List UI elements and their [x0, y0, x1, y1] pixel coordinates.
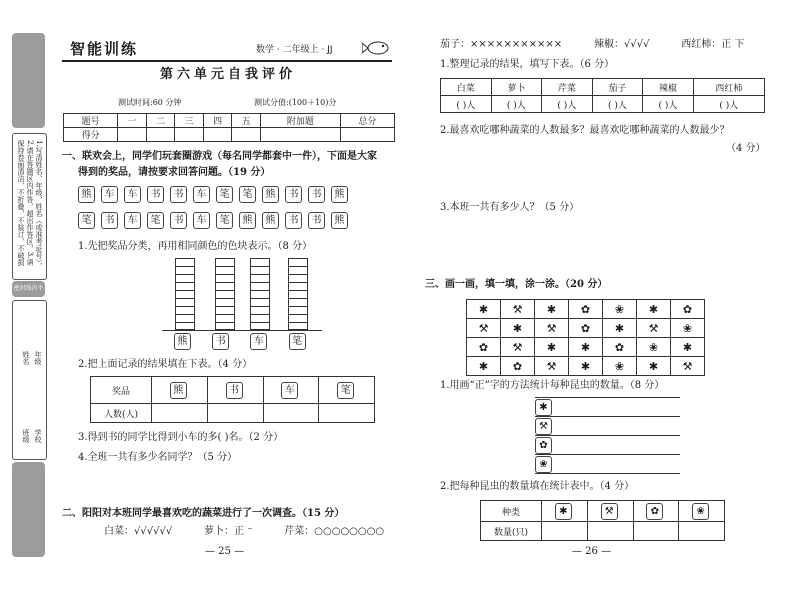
prize-icon: 车	[193, 186, 210, 203]
subject-label: 数学 · 二年级上 · JJ	[256, 45, 333, 55]
score-cell[interactable]	[232, 128, 261, 142]
q3-title: 三、画一画，填一填，涂一涂。（20 分）	[425, 279, 608, 290]
q1-2: 2.把上面记录的结果填在下表。（4 分）	[78, 359, 253, 370]
insect-icon: ✱	[637, 300, 671, 319]
veg-count-cell[interactable]: ( )人	[542, 96, 593, 113]
insect-icon: ⚒	[467, 319, 501, 338]
insect-icon: ✿	[569, 319, 603, 338]
insect-icon: ✱	[671, 338, 705, 357]
stat-table-count-label: 数量(只)	[481, 522, 542, 541]
car-icon: 车	[281, 382, 298, 399]
score-table-header	[64, 114, 395, 128]
prize-icon: 书	[285, 186, 302, 203]
pencil-icon: 笔	[289, 333, 306, 350]
stat-table-kind-label: 种类	[481, 501, 542, 522]
insect-icon: ✿	[569, 300, 603, 319]
veg-count-cell[interactable]: ( )人	[441, 96, 492, 113]
prize-bar-pencil	[288, 258, 308, 330]
fish-icon	[362, 40, 390, 56]
prize-row-2	[78, 212, 354, 229]
insect-icon: ⚒	[671, 357, 705, 376]
prize-count-cell[interactable]	[319, 404, 375, 423]
veg-header-cell: 白菜	[441, 79, 492, 96]
insect-icon: ⚒	[501, 300, 535, 319]
grasshopper-icon: ⚒	[535, 418, 552, 435]
score-header-cell: 三	[175, 114, 204, 128]
insect-icon: ✱	[569, 338, 603, 357]
page-number-right: — 26 —	[572, 546, 612, 557]
prize-icon: 车	[101, 186, 118, 203]
q2-2: 2.最喜欢吃哪种蔬菜的人数最多？最喜欢吃哪种蔬菜的人数最少？	[440, 125, 730, 136]
prize-icon: 书	[147, 186, 164, 203]
score-table	[63, 113, 395, 142]
q1-title-line2: 得到的奖品，请按要求回答问题。（19 分）	[78, 167, 271, 178]
insect-grid	[466, 299, 705, 376]
sidebar-bottom-block	[12, 462, 45, 557]
ant-icon: ✱	[555, 503, 572, 520]
test-time: 测试时间:60 分钟	[118, 98, 182, 107]
bear-icon: 熊	[174, 333, 191, 350]
stat-count-cell[interactable]	[587, 522, 633, 541]
prize-count-cell[interactable]	[263, 404, 319, 423]
veg-header-cell: 辣椒	[643, 79, 694, 96]
prize-icon: 笔	[239, 186, 256, 203]
sidebar-top-block	[12, 33, 45, 128]
prize-icon: 熊	[78, 186, 95, 203]
ant-icon: ✱	[535, 399, 552, 416]
score-cell[interactable]	[175, 128, 204, 142]
score-header-cell: 二	[146, 114, 175, 128]
bar-baseline	[162, 330, 322, 331]
prize-icon: 笔	[78, 212, 95, 229]
insect-icon: ✿	[671, 300, 705, 319]
veg-record-line: 白菜：√√√√√√ 萝卜：正 ⁻ 芹菜：○○○○○○○○	[104, 526, 385, 537]
insect-icon: ✱	[535, 300, 569, 319]
insect-icon: ✱	[637, 357, 671, 376]
brand-title: 智能训练	[70, 40, 139, 58]
veg-count-cell[interactable]: ( )人	[592, 96, 643, 113]
veg-header-cell: 萝卜	[491, 79, 542, 96]
name-label: 姓名	[22, 351, 30, 365]
sidebar-line-label: 密封线内不	[13, 285, 44, 292]
prize-bar-bear	[175, 258, 195, 330]
score-header-cell: 一	[118, 114, 147, 128]
score-header-cell: 题号	[64, 114, 118, 128]
insect-grid-row	[467, 300, 705, 319]
insect-stat-table	[480, 500, 725, 541]
insect-icon: ⚒	[637, 319, 671, 338]
q1-title: 一、联欢会上，同学们玩套圈游戏（每名同学都套中一件），下面是大家	[62, 151, 377, 162]
bear-icon: 熊	[170, 382, 187, 399]
left-header	[62, 38, 392, 62]
prize-icon: 书	[308, 186, 325, 203]
prize-icon: 书	[101, 212, 118, 229]
stat-count-cell[interactable]	[633, 522, 679, 541]
prize-icon: 熊	[262, 186, 279, 203]
q2-3: 3.本班一共有多少人？（5 分）	[440, 202, 580, 213]
q2-title: 二、阳阳对本班同学最喜欢吃的蔬菜进行了一次调查。（15 分）	[62, 508, 345, 519]
prize-icon: 书	[170, 212, 187, 229]
grasshopper-icon: ⚒	[601, 503, 618, 520]
score-cell[interactable]	[260, 128, 340, 142]
veg-count-cell[interactable]: ( )人	[693, 96, 764, 113]
prize-count-cell[interactable]	[152, 404, 208, 423]
prize-icon: 书	[285, 212, 302, 229]
veg-header-cell: 芹菜	[542, 79, 593, 96]
score-header-cell: 附加题	[260, 114, 340, 128]
insect-icon: ✱	[535, 338, 569, 357]
prize-icon: 车	[124, 212, 141, 229]
grade-label: 年级	[34, 351, 42, 365]
prize-table-header: 奖品	[91, 377, 152, 404]
q2-2-score: （4 分）	[726, 143, 766, 154]
insect-icon: ❀	[637, 338, 671, 357]
prize-icon: 笔	[147, 212, 164, 229]
prize-icon: 熊	[239, 212, 256, 229]
sidebar-instructions-text: 1.写清姓名、年级、姓名（或准考证号），2.请在答题区内作答，超出作答区，3.请保持卷面清洁，不折叠，不装订，不破损	[17, 140, 43, 270]
test-score: 测试分值:(100＋10)分	[254, 98, 337, 107]
prize-icon: 笔	[216, 186, 233, 203]
insect-icon: ❀	[603, 300, 637, 319]
insect-icon: ❀	[671, 319, 705, 338]
veg-count-cell[interactable]: ( )人	[491, 96, 542, 113]
score-row-label: 得分	[64, 128, 118, 142]
page-number-left: — 25 —	[205, 546, 245, 557]
prize-icon: 车	[193, 212, 210, 229]
prize-row-1	[78, 186, 354, 203]
score-cell[interactable]	[146, 128, 175, 142]
prize-table-count-label: 人数(人)	[91, 404, 152, 423]
prize-bar-car	[250, 258, 270, 330]
insect-icon: ✱	[501, 319, 535, 338]
insect-icon: ✿	[467, 338, 501, 357]
insect-grid-row	[467, 338, 705, 357]
q3-1: 1.用画“正”字的方法统计每种昆虫的数量。（8 分）	[440, 380, 665, 391]
q3-2: 2.把每种昆虫的数量填在统计表中。（4 分）	[440, 481, 635, 492]
prize-icon: 书	[308, 212, 325, 229]
insect-icon: ⚒	[501, 338, 535, 357]
q2-1: 1.整理记录的结果，填写下表。（6 分）	[440, 59, 615, 70]
stat-count-cell[interactable]	[542, 522, 588, 541]
ladybug-icon: ❀	[692, 503, 709, 520]
prize-icon: 笔	[216, 212, 233, 229]
score-cell[interactable]	[340, 128, 394, 142]
book-icon: 书	[212, 333, 229, 350]
veg-table-row	[441, 96, 765, 113]
veg-count-cell[interactable]: ( )人	[643, 96, 694, 113]
insect-icon: ✱	[569, 357, 603, 376]
score-header-cell: 四	[203, 114, 232, 128]
prize-icon: 熊	[262, 212, 279, 229]
stat-count-cell[interactable]	[679, 522, 725, 541]
insect-grid-row	[467, 357, 705, 376]
veg-record-line-2: 茄子：××××××××××× 辣椒：√√√√ 西红柿：正 下	[440, 39, 745, 50]
sidebar-label-block	[12, 281, 45, 297]
insect-icon: ✿	[501, 357, 535, 376]
unit-title: 第六单元自我评价	[160, 67, 297, 82]
prize-count-cell[interactable]	[207, 404, 263, 423]
insect-icon: ⚒	[535, 357, 569, 376]
prize-icon: 车	[124, 186, 141, 203]
insect-icon: ✱	[467, 357, 501, 376]
pencil-icon: 笔	[337, 382, 354, 399]
veg-table-header	[441, 79, 765, 96]
score-cell[interactable]	[118, 128, 147, 142]
school-label: 学校	[34, 429, 42, 443]
tally-area	[535, 397, 680, 474]
q1-3: 3.得到书的同学比得到小车的多( )名。（2 分）	[78, 432, 284, 443]
insect-icon: ✱	[467, 300, 501, 319]
bee-icon: ✿	[646, 503, 663, 520]
sidebar-student-info	[12, 300, 47, 460]
prize-icon: 书	[170, 186, 187, 203]
prize-icon: 熊	[331, 186, 348, 203]
q1-1: 1.先把奖品分类，再用相同颜色的色块表示。（8 分）	[78, 241, 313, 252]
insect-icon: ✱	[603, 319, 637, 338]
car-icon: 车	[250, 333, 267, 350]
q1-4: 4.全班一共有多少名同学？（5 分）	[78, 452, 238, 463]
insect-icon: ❀	[603, 357, 637, 376]
insect-grid-row	[467, 319, 705, 338]
class-label: 班级	[22, 429, 30, 443]
bee-icon: ✿	[535, 437, 552, 454]
prize-table	[90, 376, 375, 423]
sidebar-instructions	[12, 133, 47, 280]
insect-icon: ⚒	[535, 319, 569, 338]
score-header-cell: 五	[232, 114, 261, 128]
veg-table	[440, 78, 765, 113]
book-icon: 书	[226, 382, 243, 399]
veg-header-cell: 茄子	[592, 79, 643, 96]
score-header-cell: 总分	[340, 114, 394, 128]
ladybug-icon: ❀	[535, 456, 552, 473]
prize-icon: 熊	[331, 212, 348, 229]
veg-header-cell: 西红柿	[693, 79, 764, 96]
score-cell[interactable]	[203, 128, 232, 142]
insect-icon: ✿	[603, 338, 637, 357]
score-table-row	[64, 128, 395, 142]
prize-bar-book	[215, 258, 235, 330]
